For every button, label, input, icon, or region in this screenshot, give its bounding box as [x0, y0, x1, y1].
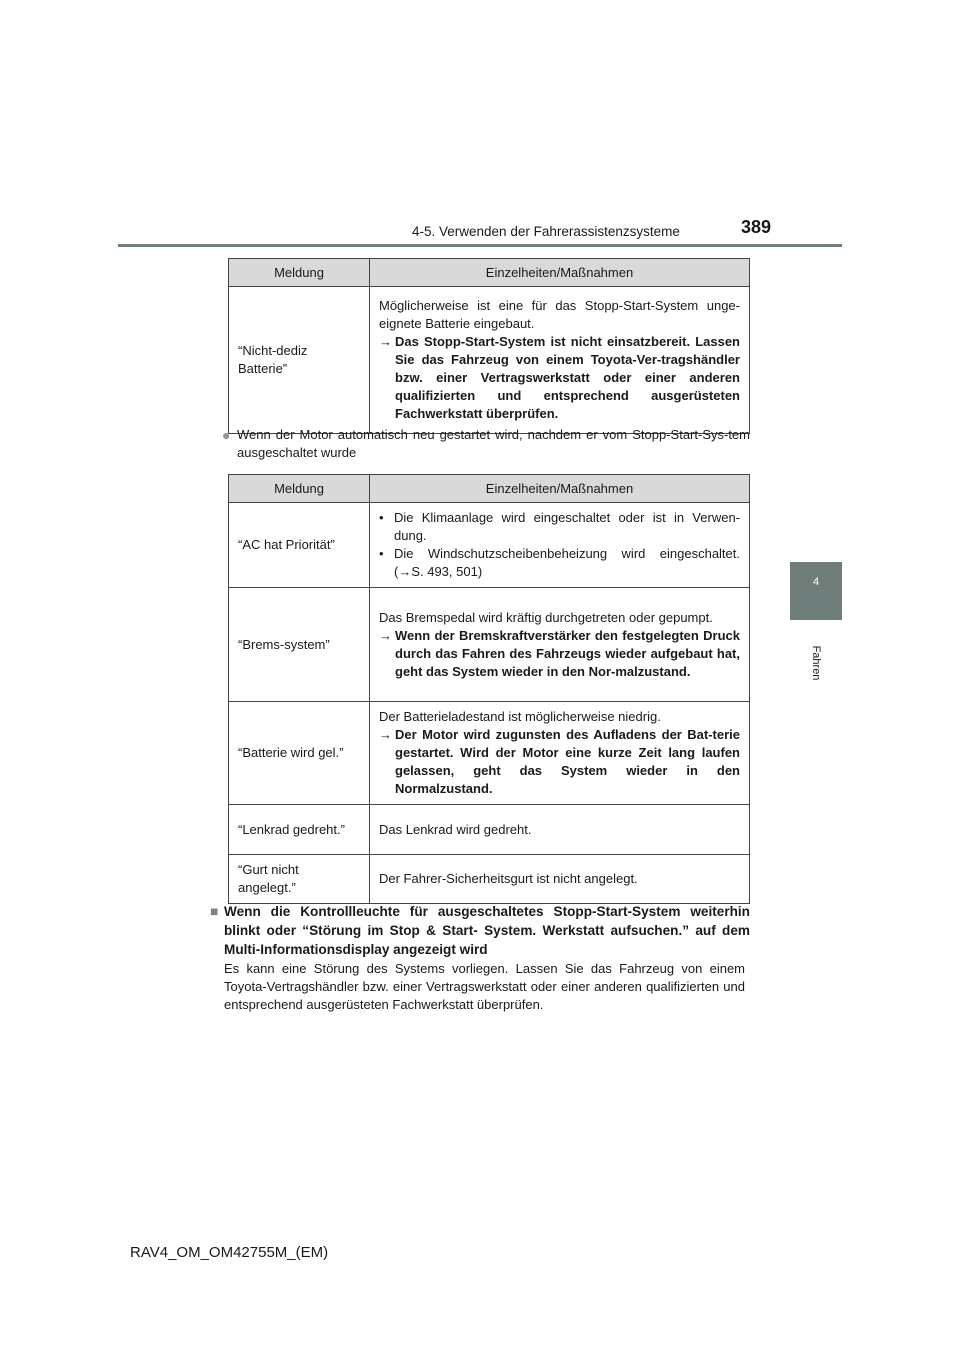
- bullet-icon: •: [379, 546, 384, 561]
- column-header-details: Einzelheiten/Maßnahmen: [370, 475, 750, 503]
- details-cell: [370, 287, 750, 434]
- square-bullet-icon: ■: [210, 904, 219, 919]
- table-row: [229, 287, 750, 434]
- list-item: [379, 545, 740, 581]
- header-divider: [118, 244, 842, 247]
- action-text: Wenn der Bremskraftverstärker den festgelegten Druck durch das Fahren des Fahrzeugs wieder aufgebaut hat, geht das System wieder in den Nor-malzustand.: [395, 627, 740, 679]
- action-text: Der Motor wird zugunsten des Aufladens der Bat-terie gestartet. Wird der Motor eine kurze Zeit lang laufen gelassen, geht das System wieder in den Normalzustand.: [395, 727, 740, 796]
- message-cell: “AC hat Priorität”: [229, 503, 370, 588]
- action-text: Das Stopp-Start-System ist nicht einsatzbereit. Lassen Sie das Fahrzeug von einem Toyota-Ver-tragshändler bzw. einer Vertragswerkstatt oder einer anderen qualifizierten und entsprechend ausgerüsteten Fachwerkstatt überprüfen.: [395, 334, 740, 421]
- chapter-label: [800, 633, 832, 693]
- column-header-meldung: Meldung: [229, 475, 370, 503]
- table-row: [229, 855, 750, 904]
- chapter-tab: [790, 562, 842, 620]
- section-body: Es kann eine Störung des Systems vorliegen. Lassen Sie das Fahrzeug von einem Toyota-Vertragshändler bzw. einer Vertragswerkstatt oder einer anderen qualifizierten und entsprechend ausgerüsteten Fachwerkstatt überprüfen.: [224, 961, 745, 1012]
- table-row: [229, 503, 750, 588]
- chapter-label-text: Fahren: [810, 645, 822, 681]
- arrow-icon: →: [379, 727, 392, 742]
- list-item: [379, 509, 740, 545]
- message-table-1: [228, 258, 750, 434]
- details-cell: [370, 503, 750, 588]
- section-title: 4-5. Verwenden der Fahrerassistenzsysteme: [412, 224, 680, 239]
- table-header-row: [229, 259, 750, 287]
- message-cell: “Gurt nicht angelegt.”: [229, 855, 370, 904]
- detail-text: Möglicherweise ist eine für das Stopp-Start-System unge-eignete Batterie eingebaut.: [379, 298, 740, 331]
- details-cell: Das Lenkrad wird gedreht.: [370, 805, 750, 855]
- message-table-2: [228, 474, 750, 904]
- chapter-number: 4: [812, 576, 820, 588]
- details-cell: [370, 702, 750, 805]
- table-row: [229, 702, 750, 805]
- list-item-text: Die Klimaanlage wird eingeschaltet oder ist in Verwen-dung.: [394, 510, 740, 543]
- detail-text: Der Batterieladestand ist möglicherweise niedrig.: [379, 709, 661, 724]
- bullet-circle-icon: ●: [222, 427, 231, 443]
- document-code: RAV4_OM_OM42755M_(EM): [130, 1244, 329, 1261]
- action-note: [379, 726, 740, 798]
- section-heading: [210, 902, 750, 959]
- detail-text: Das Bremspedal wird kräftig durchgetreten oder gepumpt.: [379, 609, 713, 625]
- action-note: [379, 333, 740, 423]
- column-header-details: Einzelheiten/Maßnahmen: [370, 259, 750, 287]
- details-cell: [370, 588, 750, 702]
- action-note: [379, 627, 740, 681]
- list-item-text: Die Windschutzscheibenbeheizung wird eingeschaltet. (→S. 493, 501): [394, 546, 740, 579]
- bullet-icon: •: [379, 510, 384, 525]
- bullet-paragraph: [222, 426, 750, 462]
- message-cell: “Lenkrad gedreht.”: [229, 805, 370, 855]
- arrow-icon: →: [379, 334, 392, 349]
- table-row: [229, 805, 750, 855]
- column-header-meldung: Meldung: [229, 259, 370, 287]
- details-cell: Der Fahrer-Sicherheitsgurt ist nicht angelegt.: [370, 855, 750, 904]
- section-heading-text: Wenn die Kontrollleuchte für ausgeschaltetes Stopp-Start-System weiterhin blinkt oder “Störung im Stop & Start- System. Werkstatt aufsuchen.” auf dem Multi-Informationsdisplay angezeigt wird: [224, 904, 750, 957]
- arrow-icon: →: [379, 627, 392, 643]
- message-cell: “Brems-system”: [229, 588, 370, 702]
- message-cell: “Nicht-dediz Batterie”: [229, 287, 370, 434]
- table-row: [229, 588, 750, 702]
- bullet-text: Wenn der Motor automatisch neu gestartet wird, nachdem er vom Stopp-Start-Sys-tem ausgeschaltet wurde: [237, 427, 750, 460]
- table-header-row: [229, 475, 750, 503]
- page-number: 389: [741, 217, 772, 237]
- message-cell: “Batterie wird gel.”: [229, 702, 370, 805]
